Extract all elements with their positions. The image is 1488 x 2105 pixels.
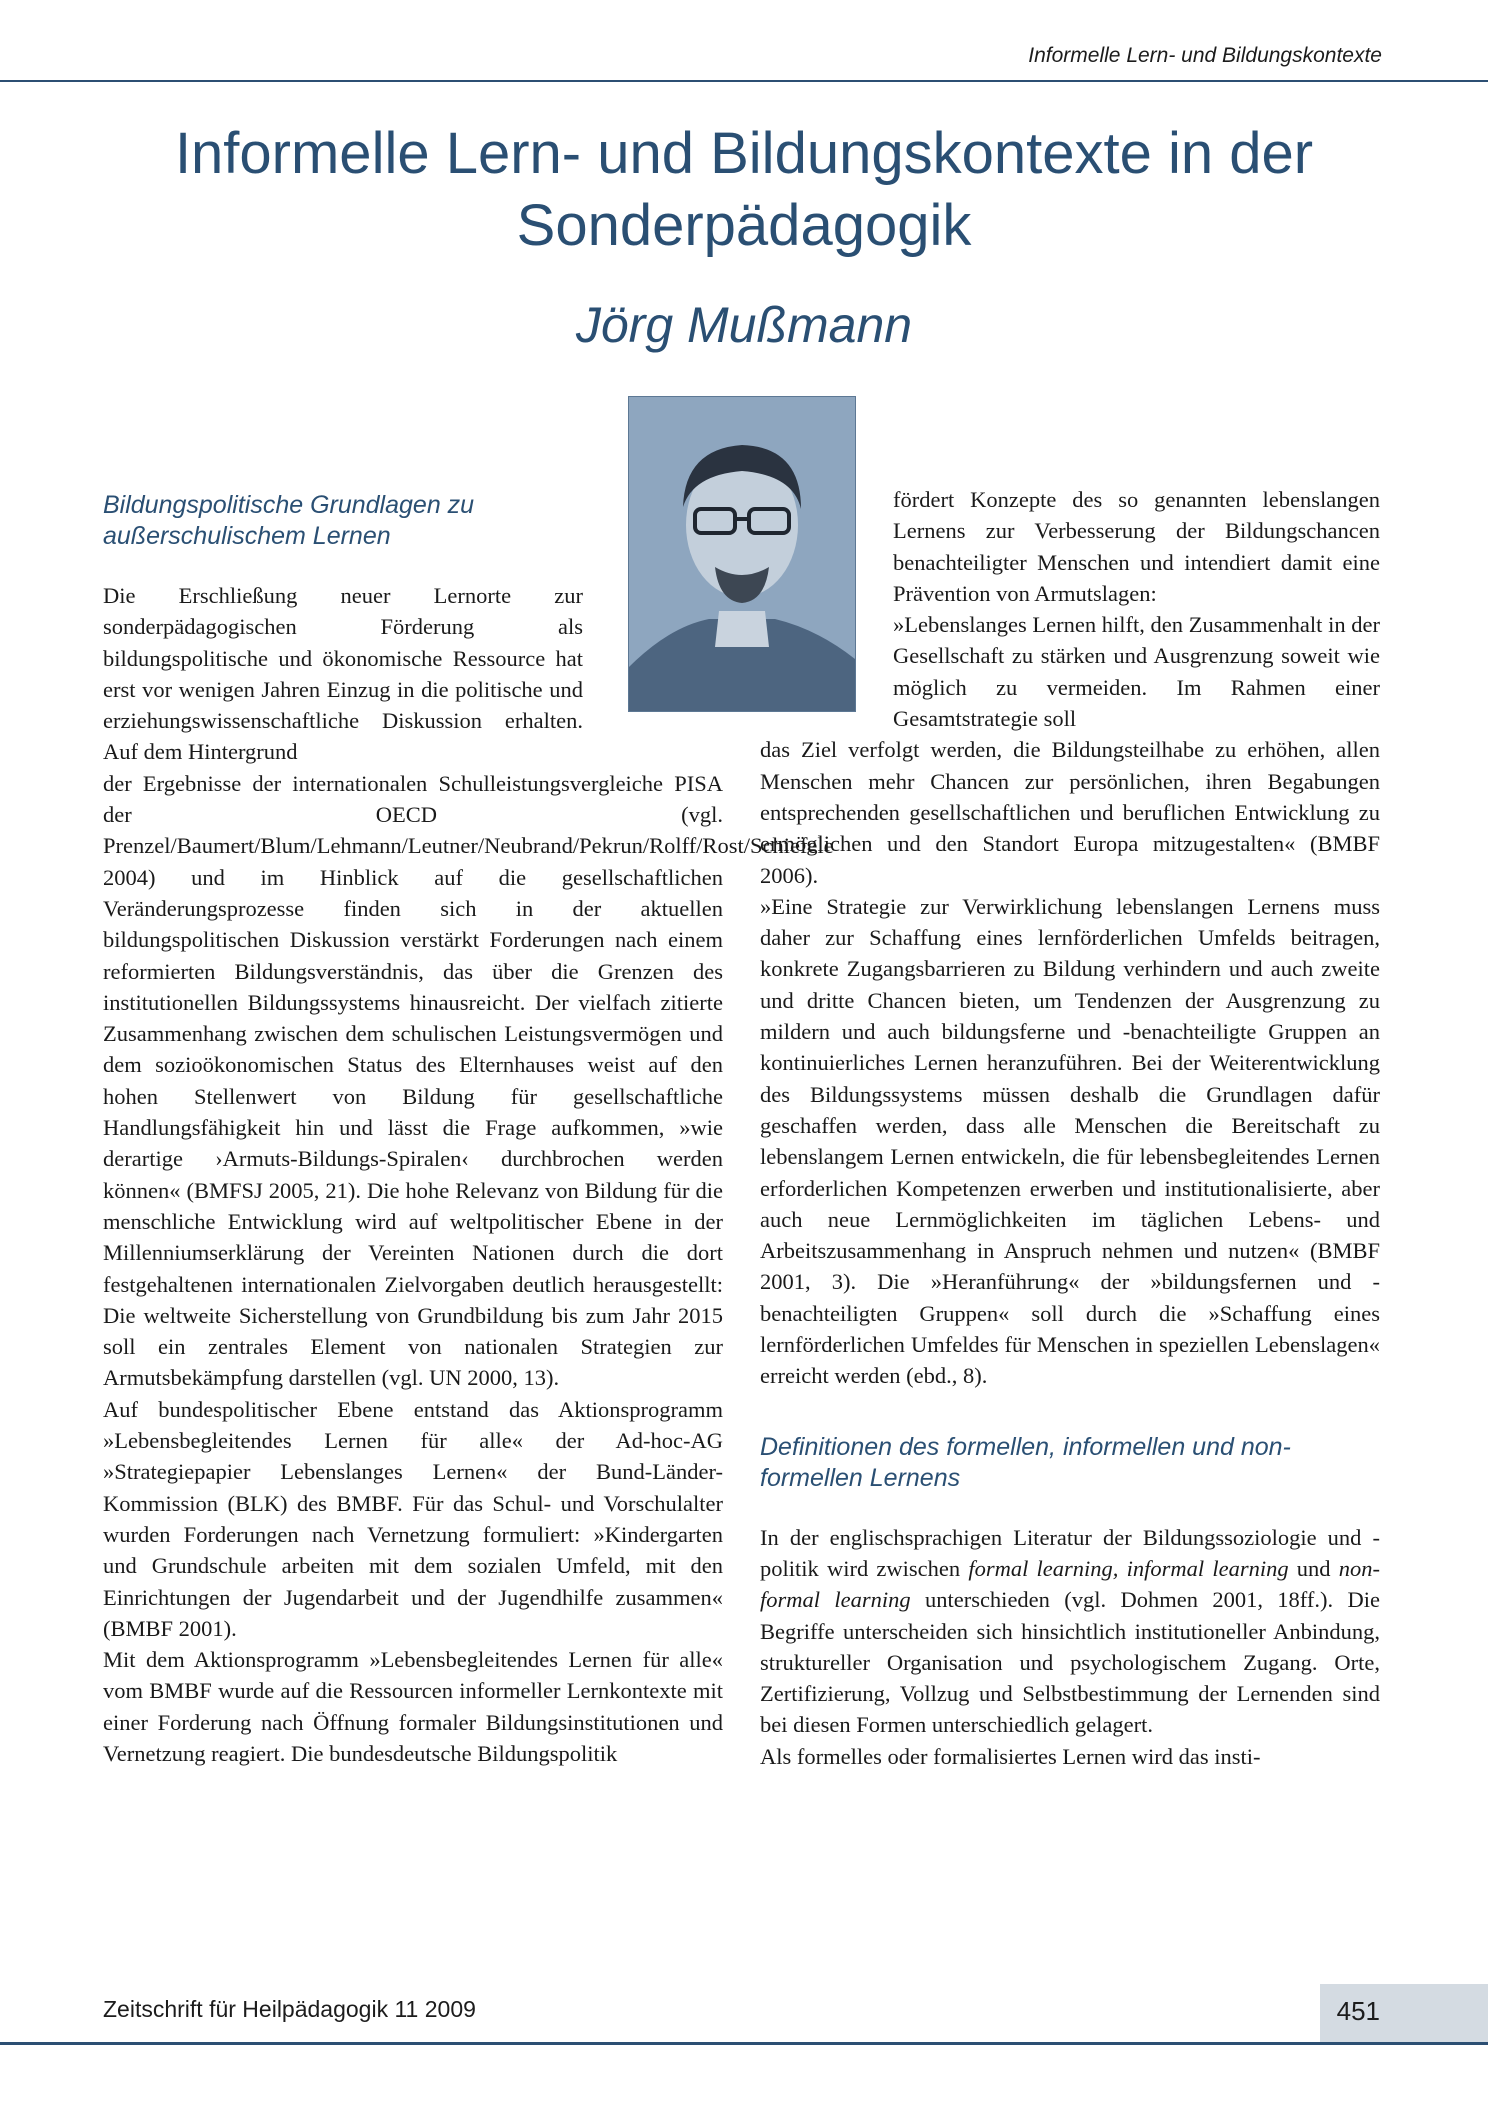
page-number: 451 <box>1336 1996 1380 2026</box>
paragraph: Mit dem Aktionsprogramm »Lebensbegleitendes Lernen für alle« vom BMBF wurde auf die Ressourcen informeller Lernkontexte mit einer Forderung nach Öffnung formaler Bildungsinstitutionen und Vernetzung reagiert. Die bundesdeutsche Bildungspolitik <box>103 1647 723 1766</box>
paragraph: fördert Konzepte des so genannten lebenslangen Lernens zur Verbesserung der Bildungschancen benachteiligter Menschen und intendiert damit eine Prävention von Armutslagen: <box>893 487 1380 606</box>
article-title <box>100 118 1388 262</box>
term-emphasis: formal learning, informal learning <box>968 1555 1289 1581</box>
heading-line: formellen Lernens <box>760 1463 961 1492</box>
section-heading-definitionen <box>760 1432 1380 1494</box>
section-heading-grundlagen <box>103 490 723 552</box>
author-name: Jörg Mußmann <box>575 297 913 353</box>
paragraph: der Ergebnisse der internationalen Schulleistungsvergleiche PISA der OECD (vgl. Prenzel/Baumert/Blum/Lehmann/Leutner/Neubrand/Pekrun/Rolff/Rost/Schiefele 2004) und im Hinblick auf die gesellschaftlichen Veränderungsprozesse finden sich in der aktuellen bildungspolitischen Diskussion verstärkt Forderungen nach einem reformierten Bildungsverständnis, das über die Grenzen des institutionellen Bildungssystems hinausreicht. Der vielfach zitierte Zusammenhang zwischen dem schulischen Leistungsvermögen und dem sozioökonomischen Status des Elternhauses weist auf den hohen Stellenwert von Bildung für gesellschaftliche Handlungsfähigkeit hin und lässt die Frage aufkommen, »wie derartige ›Armuts-Bildungs-Spiralen‹ durchbrochen werden können« (BMFSJ 2005, 21). Die hohe Relevanz von Bildung für die menschliche Entwicklung wird auf weltpolitischer Ebene in der Millenniumserklärung der Vereinten Nationen durch die dort festgehaltenen internationalen Zielvorgaben deutlich herausgestellt: Die weltweite Sicherstellung von Grundbildung bis zum Jahr 2015 soll ein zentrales Element von nationalen Strategien zur Armutsbekämpfung darstellen (vgl. UN 2000, 13). <box>103 770 834 1391</box>
paragraph: »Lebenslanges Lernen hilft, den Zusammenhalt in der Gesellschaft zu stärken und Ausgrenzung soweit wie möglich zu vermeiden. Im Rahmen einer Gesamtstrategie soll <box>893 612 1380 732</box>
heading-line: Bildungspolitische Grundlagen zu <box>103 491 475 519</box>
paragraph: Die Erschließung neuer Lernorte zur sonderpädagogischen Förderung als bildungspolitische und ökonomische Ressource hat erst vor wenigen Jahren Einzug in die politische und erziehungswissenschaftliche Diskussion erhalten. Auf dem Hintergrund <box>103 583 583 765</box>
paragraph: »Eine Strategie zur Verwirklichung lebenslangen Lernens muss daher zur Schaffung eines lernförderlichen Umfelds beitragen, konkrete Zugangsbarrieren zu Bildung verhindern und auch zweite und dritte Chancen bieten, um Tendenzen der Ausgrenzung zu mildern und auch bildungsferne und -benachteiligte Gruppen an kontinuierliches Lernen heranzuführen. Bei der Weiterentwicklung des Bildungssystems müssen deshalb die Grundlagen dafür geschaffen werden, dass alle Menschen die Bereitschaft zu lebenslangem Lernen entwickeln, die für lebensbegleitendes Lernen erforderlichen Kompetenzen erwerben und institutionalisierte, aber auch neue Lernmöglichkeiten im täglichen Lebens- und Arbeitszusammenhang in Anspruch nehmen und nutzen« (BMBF 2001, 3). Die »Heranführung« der »bildungsfernen und -benachteiligten Gruppen« soll durch die »Schaffung eines lernförderlichen Umfeldes für Menschen in speziellen Lebenslagen« erreicht werden (ebd., 8). <box>760 893 1380 1389</box>
heading-line: außerschulischem Lernen <box>103 522 391 550</box>
paragraph: In der englischsprachigen Literatur der Bildungssoziologie und -politik wird zwischen formal learning, informal learning und non-formal learning unterschieden (vgl. Dohmen 2001, 18ff.). Die Begriffe unterscheiden sich hinsichtlich institutioneller Anbindung, struktureller Organisation und psychologischem Zugang. Orte, Zertifizierung, Vollzug und Selbstbestimmung der Lernenden sind bei diesen Formen unterschiedlich gelagert. <box>760 1524 1381 1738</box>
heading-line: Definitionen des formellen, informellen und non- <box>760 1432 1291 1461</box>
footer-rule <box>0 2042 1488 2045</box>
term-emphasis: non-formal learning <box>760 1555 1381 1613</box>
running-head: Informelle Lern- und Bildungskontexte <box>1028 44 1382 67</box>
paragraph: Auf bundespolitischer Ebene entstand das Aktionsprogramm »Lebensbegleitendes Lernen für alle« der Ad-hoc-AG »Strategiepapier Lebenslanges Lernen« der Bund-Länder-Kommission (BLK) des BMBF. Für das Schul- und Vorschulalter wurden Forderungen nach Vernetzung formuliert: »Kindergarten und Grundschule arbeiten mit dem sozialen Umfeld, mit den Einrichtungen der Jugendarbeit und der Jugendhilfe zusammen« (BMBF 2001). <box>103 1396 723 1641</box>
header-rule <box>0 80 1488 82</box>
right-column <box>760 484 1380 1772</box>
paragraph: das Ziel verfolgt werden, die Bildungsteilhabe zu erhöhen, allen Menschen mehr Chancen zur persönlichen, ihren Begabungen entsprechenden gesellschaftlichen und beruflichen Entwicklung zu ermöglichen und den Standort Europa mitzugestalten« (BMBF 2006). <box>760 737 1380 888</box>
title-line-2: Sonderpädagogik <box>516 193 972 258</box>
left-column <box>103 490 834 1769</box>
paragraph: Als formelles oder formalisiertes Lernen wird das insti- <box>760 1743 1261 1769</box>
journal-footer: Zeitschrift für Heilpädagogik 11 2009 <box>103 1996 476 2022</box>
title-line-1: Informelle Lern- und Bildungskontexte in der <box>174 121 1314 186</box>
